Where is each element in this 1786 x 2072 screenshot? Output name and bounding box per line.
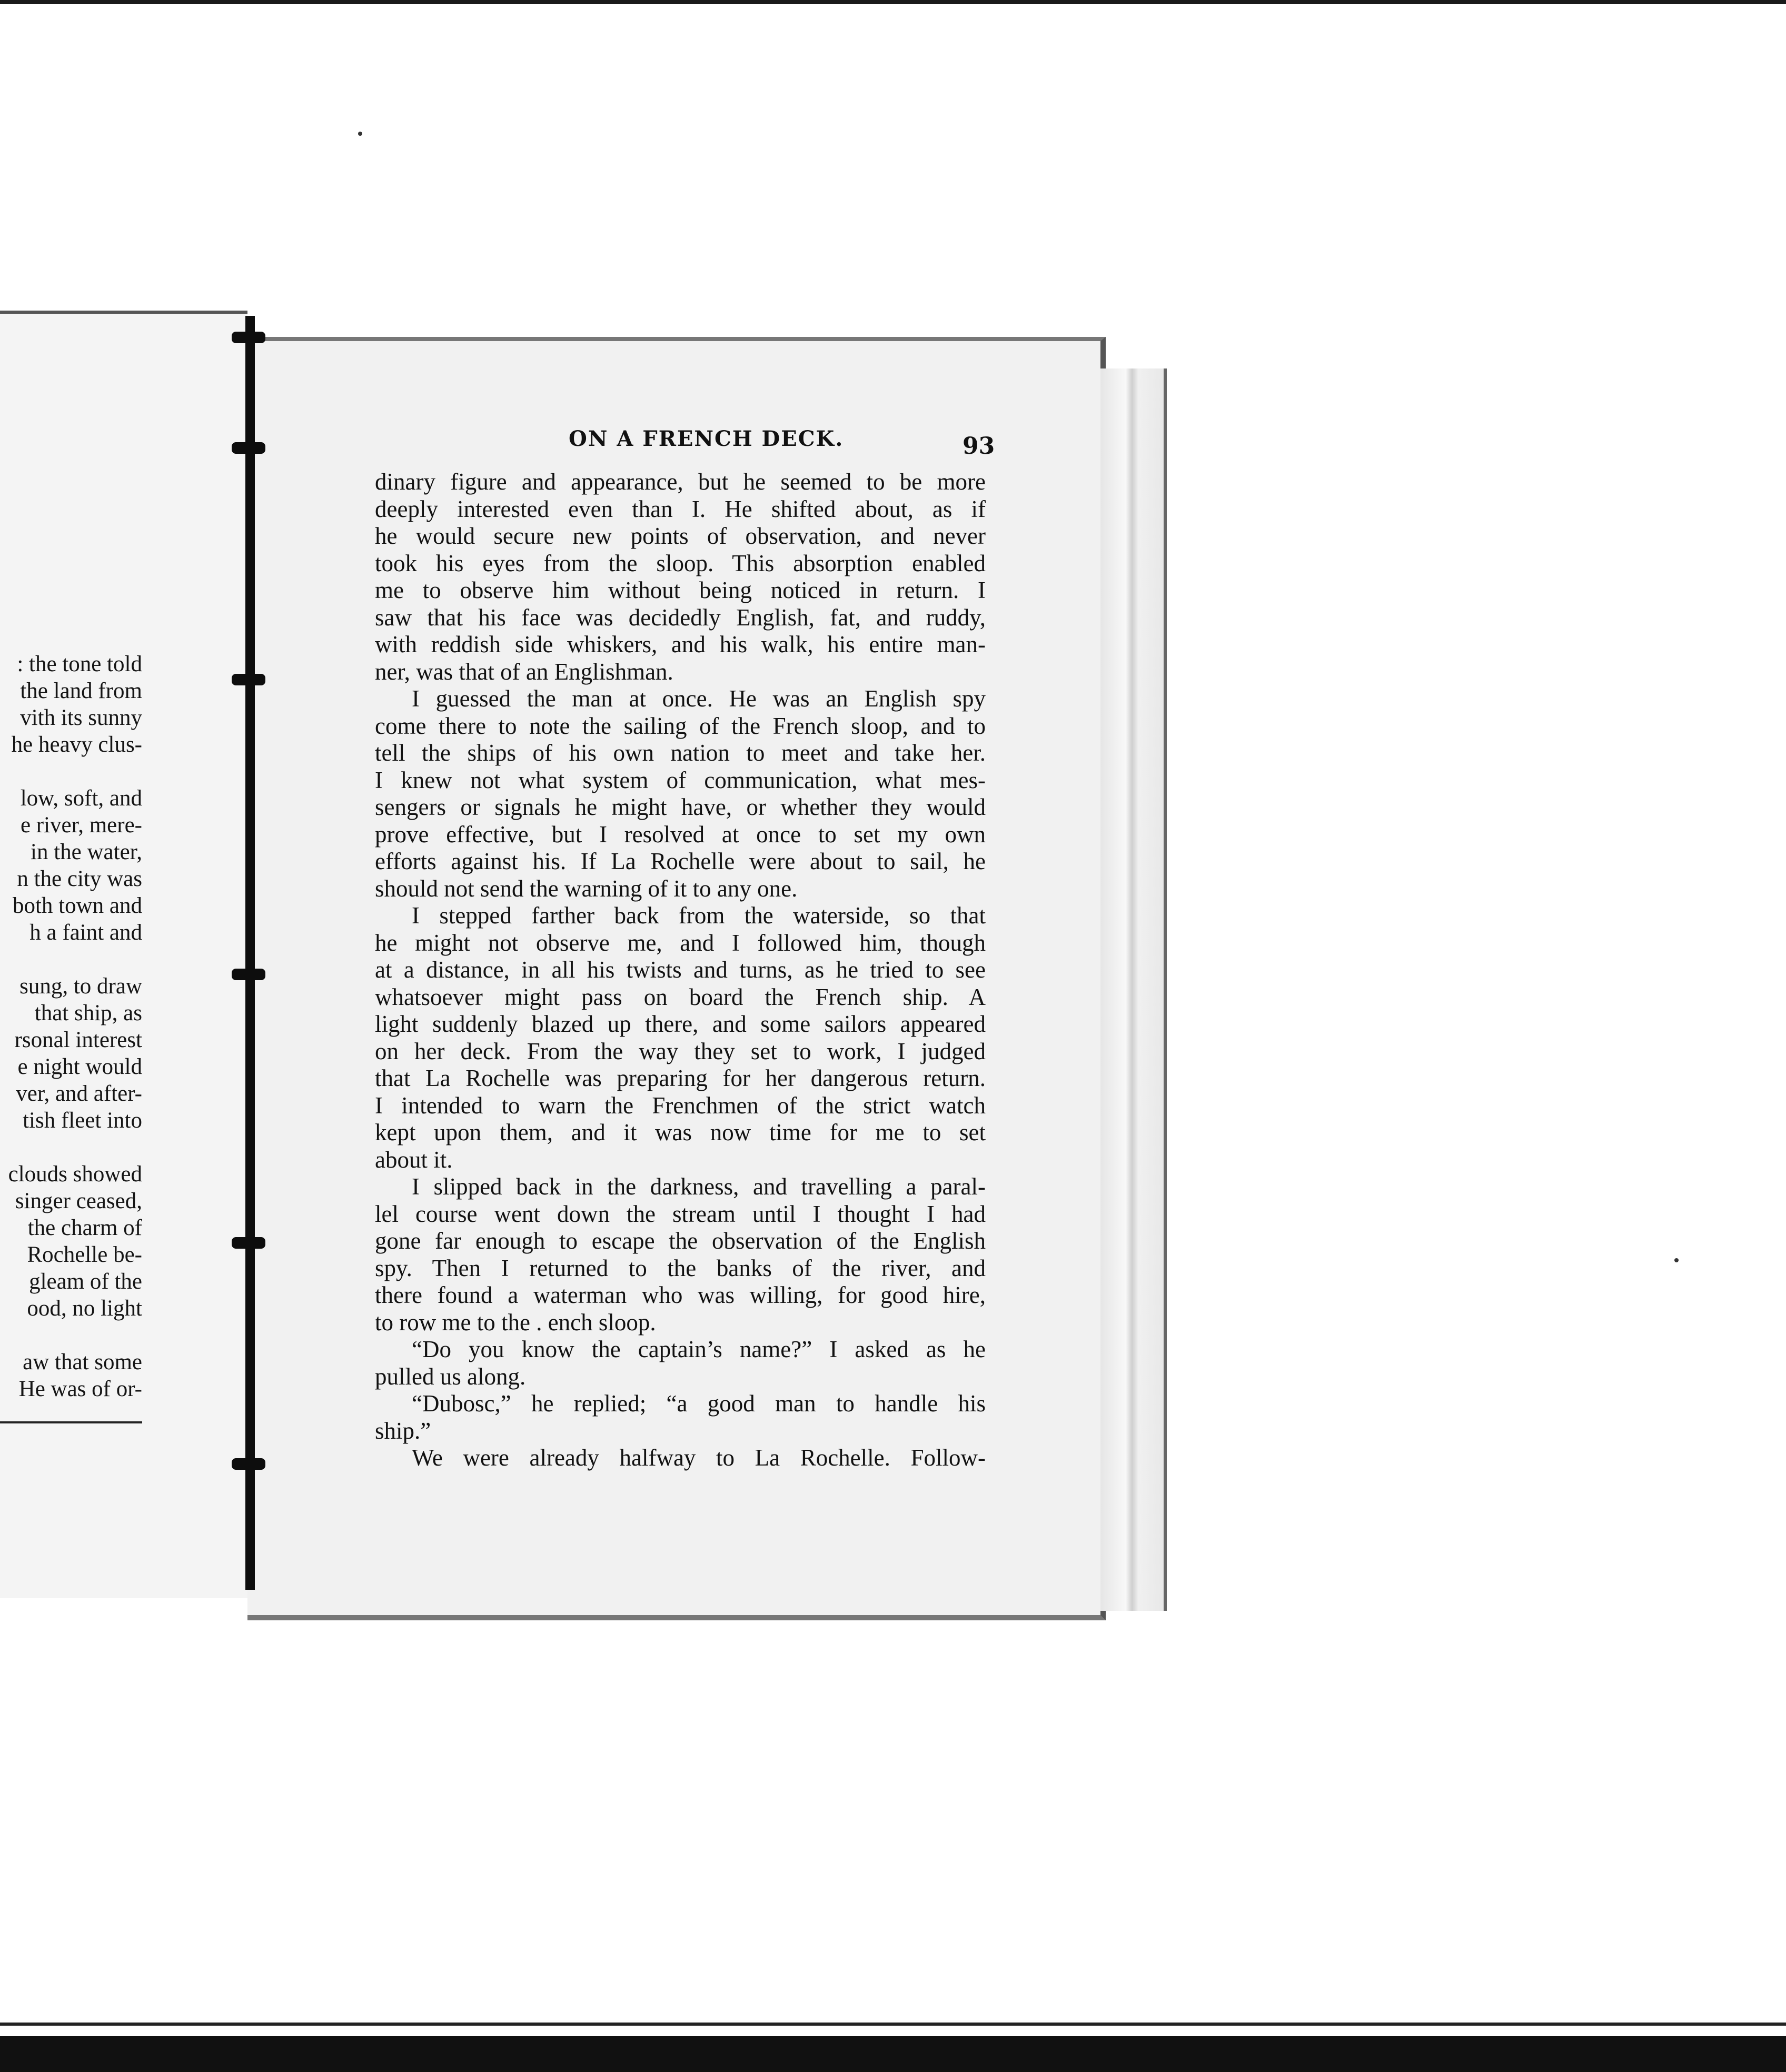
text-line: I slipped back in the darkness, and travelling a paral- bbox=[412, 1173, 986, 1200]
text-line: “Dubosc,” he replied; “a good man to handle his bbox=[412, 1390, 986, 1417]
text-line: that ship, as bbox=[34, 1001, 142, 1025]
text-line: We were already halfway to La Rochelle. Follow- bbox=[412, 1445, 986, 1471]
text-line: the land from bbox=[20, 679, 142, 703]
text-line: at a distance, in all his twists and turns, as he tried to see bbox=[375, 957, 986, 983]
scan-border-top bbox=[0, 0, 1786, 4]
text-line: ver, and after- bbox=[16, 1081, 142, 1106]
paragraph-gap bbox=[0, 758, 142, 785]
text-line: he might not observe me, and I followed him, though bbox=[375, 929, 986, 956]
text-line: on her deck. From the way they set to work, I judged bbox=[375, 1038, 986, 1064]
text-line: Rochelle be- bbox=[27, 1242, 142, 1267]
text-line: rsonal interest bbox=[14, 1028, 142, 1052]
text-line: h a faint and bbox=[29, 920, 142, 945]
book-binding bbox=[232, 316, 263, 1590]
text-line: I guessed the man at once. He was an English spy bbox=[412, 685, 986, 712]
binding-stitch bbox=[232, 674, 265, 685]
page-body-text bbox=[375, 469, 986, 1472]
text-line: both town and bbox=[12, 893, 142, 918]
binding-stitch bbox=[232, 332, 265, 343]
text-line: spy. Then I returned to the banks of the river, and bbox=[375, 1254, 986, 1281]
paragraph-gap bbox=[0, 1322, 142, 1349]
binding-stitch bbox=[232, 1458, 265, 1470]
running-head: ON A FRENCH DECK. bbox=[569, 426, 844, 451]
facing-page-fragment bbox=[0, 311, 247, 1598]
text-line: dinary figure and appearance, but he seemed to be more bbox=[375, 469, 986, 495]
text-line: aw that some bbox=[23, 1350, 142, 1374]
text-line: efforts against his. If La Rochelle were about to sail, he bbox=[375, 848, 986, 874]
text-line: ship.” bbox=[375, 1417, 431, 1444]
text-line: deeply interested even than I. He shifted about, as if bbox=[375, 495, 986, 522]
text-line: with reddish side whiskers, and his walk, his entire man- bbox=[375, 631, 986, 658]
text-line: He was of or- bbox=[18, 1377, 142, 1401]
text-line: : the tone told bbox=[17, 652, 142, 676]
text-line: saw that his face was decidedly English, fat, and ruddy, bbox=[375, 604, 986, 631]
text-line: about it. bbox=[375, 1146, 453, 1173]
text-line: gleam of the bbox=[29, 1269, 142, 1294]
text-line: there found a waterman who was willing, for good hire, bbox=[375, 1282, 986, 1308]
text-line: ood, no light bbox=[27, 1296, 142, 1321]
text-line: should not send the warning of it to any one. bbox=[375, 875, 798, 902]
text-line: pulled us along. bbox=[375, 1363, 526, 1390]
text-line: sung, to draw bbox=[19, 974, 142, 999]
facing-page-text bbox=[0, 651, 142, 1402]
text-line: in the water, bbox=[31, 840, 142, 864]
text-line: he heavy clus- bbox=[11, 732, 142, 757]
text-line: sengers or signals he might have, or whether they would bbox=[375, 794, 986, 820]
scan-border-bottom bbox=[0, 2036, 1786, 2072]
text-line: tish fleet into bbox=[23, 1108, 142, 1133]
page-number: 93 bbox=[963, 433, 995, 460]
text-line: he would secure new points of observation, and never bbox=[375, 523, 986, 549]
facing-page-rule bbox=[0, 1421, 142, 1423]
binding-stitch bbox=[232, 1237, 265, 1249]
text-line: kept upon them, and it was now time for me to set bbox=[375, 1119, 986, 1145]
text-line: whatsoever might pass on board the French ship. A bbox=[375, 983, 986, 1010]
text-line: gone far enough to escape the observation of the English bbox=[375, 1228, 986, 1254]
text-line: took his eyes from the sloop. This absorption enabled bbox=[375, 550, 986, 576]
binding-thread bbox=[245, 316, 255, 1590]
paragraph-gap bbox=[0, 946, 142, 973]
paragraph-gap bbox=[0, 1134, 142, 1161]
scan-speck bbox=[358, 132, 362, 136]
text-line: that La Rochelle was preparing for her dangerous return. bbox=[375, 1065, 986, 1091]
text-line: I stepped farther back from the waterside, so that bbox=[412, 902, 986, 929]
text-line: low, soft, and bbox=[20, 786, 142, 811]
text-line: the charm of bbox=[27, 1216, 142, 1240]
text-line: me to observe him without being noticed in return. I bbox=[375, 577, 986, 603]
scan-speck bbox=[1674, 1258, 1679, 1262]
text-line: n the city was bbox=[17, 866, 142, 891]
page-edges bbox=[1100, 368, 1167, 1611]
text-line: I intended to warn the Frenchmen of the strict watch bbox=[375, 1092, 986, 1119]
text-line: prove effective, but I resolved at once to set my own bbox=[375, 821, 986, 848]
text-line: vith its sunny bbox=[20, 705, 142, 730]
text-line: “Do you know the captain’s name?” I asked as he bbox=[412, 1336, 986, 1362]
text-line: e night would bbox=[17, 1054, 142, 1079]
text-line: lel course went down the stream until I thought I had bbox=[375, 1200, 986, 1227]
text-line: tell the ships of his own nation to meet and take her. bbox=[375, 740, 986, 766]
text-line: come there to note the sailing of the French sloop, and to bbox=[375, 712, 986, 739]
text-line: ner, was that of an Englishman. bbox=[375, 658, 673, 685]
text-line: light suddenly blazed up there, and some sailors appeared bbox=[375, 1011, 986, 1037]
text-line: singer ceased, bbox=[15, 1189, 142, 1213]
text-line: I knew not what system of communication, what mes- bbox=[375, 766, 986, 793]
text-line: clouds showed bbox=[8, 1162, 142, 1187]
text-line: to row me to the . ench sloop. bbox=[375, 1309, 656, 1336]
binding-stitch bbox=[232, 442, 265, 454]
text-line: e river, mere- bbox=[20, 813, 142, 838]
binding-stitch bbox=[232, 969, 265, 980]
